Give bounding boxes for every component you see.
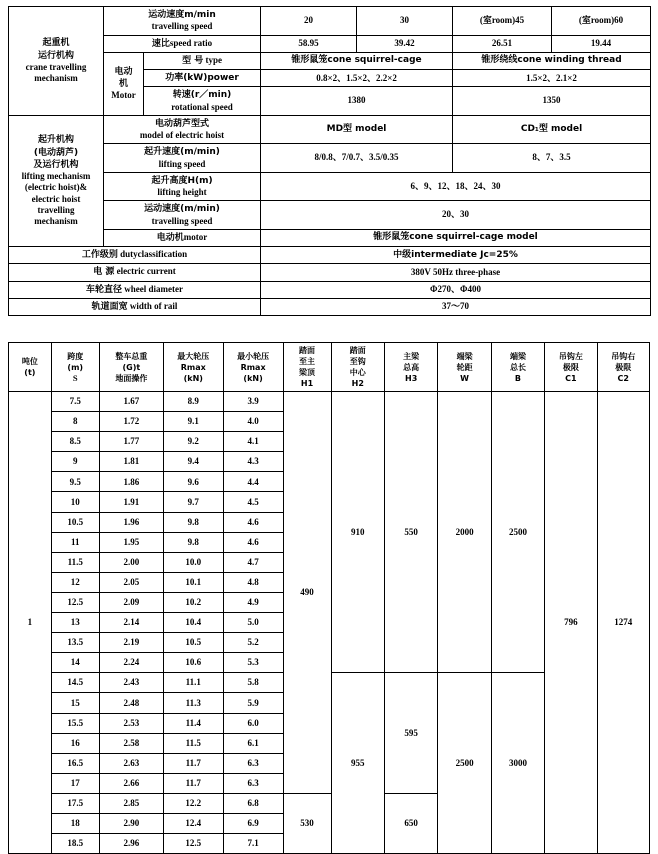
header-b: 端梁 总长 B bbox=[491, 343, 544, 392]
cell-span: 15.5 bbox=[51, 713, 99, 733]
cell-rmin: 6.9 bbox=[223, 813, 283, 833]
cell-total-weight: 1.72 bbox=[99, 412, 163, 432]
table-row bbox=[9, 281, 651, 298]
model-type-v1: 锥形鼠笼cone squirrel-cage bbox=[261, 52, 453, 69]
cell-span: 18 bbox=[51, 813, 99, 833]
cell-span: 14.5 bbox=[51, 673, 99, 693]
rotational-speed-label: 转速(r／min) rotational speed bbox=[144, 87, 261, 116]
cell-rmin: 7.1 bbox=[223, 834, 283, 854]
cell-rmin: 6.1 bbox=[223, 733, 283, 753]
travelling-speed-label: 运动速度m/min travelling speed bbox=[104, 7, 261, 36]
cell-span: 16.5 bbox=[51, 753, 99, 773]
cell-span: 13 bbox=[51, 613, 99, 633]
model-type-label: 型 号 type bbox=[144, 52, 261, 69]
dimensions-header-row bbox=[9, 343, 650, 392]
power-label: 功率(kW)power bbox=[144, 70, 261, 87]
cell-rmin: 5.9 bbox=[223, 693, 283, 713]
cell-w: 2500 bbox=[438, 673, 491, 854]
cell-rmin: 5.8 bbox=[223, 673, 283, 693]
cell-rmax: 12.4 bbox=[163, 813, 223, 833]
cell-h3: 595 bbox=[384, 673, 437, 794]
speed-ratio-label: 速比speed ratio bbox=[104, 35, 261, 52]
electric-current-value: 380V 50Hz three-phase bbox=[261, 264, 651, 281]
cell-total-weight: 1.96 bbox=[99, 512, 163, 532]
cell-rmin: 4.3 bbox=[223, 452, 283, 472]
cell-h2: 910 bbox=[331, 392, 384, 673]
cell-rmin: 4.0 bbox=[223, 412, 283, 432]
cell-rmin: 4.4 bbox=[223, 472, 283, 492]
cell-rmax: 8.9 bbox=[163, 392, 223, 412]
table-row bbox=[9, 229, 651, 246]
cell-span: 10 bbox=[51, 492, 99, 512]
cell-total-weight: 1.86 bbox=[99, 472, 163, 492]
rail-width-label: 轨道面宽 width of rail bbox=[9, 298, 261, 315]
table-row bbox=[9, 172, 651, 201]
header-total-weight: 整车总重 (G)t 地面操作 bbox=[99, 343, 163, 392]
cell-span: 8 bbox=[51, 412, 99, 432]
header-c2: 吊钩右 极限 C2 bbox=[597, 343, 649, 392]
cell-total-weight: 1.67 bbox=[99, 392, 163, 412]
cell-c2: 1274 bbox=[597, 392, 649, 854]
rail-width-value: 37～70 bbox=[261, 298, 651, 315]
table-row bbox=[9, 52, 651, 69]
cell-span: 17 bbox=[51, 773, 99, 793]
cell-rmax: 11.7 bbox=[163, 773, 223, 793]
cell-span: 15 bbox=[51, 693, 99, 713]
cell-span: 9.5 bbox=[51, 472, 99, 492]
table-row bbox=[9, 247, 651, 264]
cell-rmin: 6.3 bbox=[223, 773, 283, 793]
table-row bbox=[9, 35, 651, 52]
rotational-speed-v2: 1350 bbox=[453, 87, 651, 116]
lifting-speed-v1: 8/0.8、7/0.7、3.5/0.35 bbox=[261, 144, 453, 173]
power-v2: 1.5×2、2.1×2 bbox=[453, 70, 651, 87]
table-row bbox=[9, 115, 651, 144]
cell-span: 8.5 bbox=[51, 432, 99, 452]
cell-w: 2000 bbox=[438, 392, 491, 673]
header-rmax: 最大轮压 Rmax (kN) bbox=[163, 343, 223, 392]
cell-rmax: 9.2 bbox=[163, 432, 223, 452]
cell-total-weight: 1.81 bbox=[99, 452, 163, 472]
cell-rmin: 6.8 bbox=[223, 793, 283, 813]
cell-rmax: 10.0 bbox=[163, 552, 223, 572]
speed-ratio-v2: 39.42 bbox=[357, 35, 453, 52]
cell-tonnage: 1 bbox=[9, 392, 52, 854]
cell-span: 10.5 bbox=[51, 512, 99, 532]
hoist-model-label: 电动葫芦型式 model of electric hoist bbox=[104, 115, 261, 144]
cell-total-weight: 2.14 bbox=[99, 613, 163, 633]
cell-rmax: 9.7 bbox=[163, 492, 223, 512]
cell-total-weight: 2.09 bbox=[99, 592, 163, 612]
cell-span: 7.5 bbox=[51, 392, 99, 412]
cell-h2: 955 bbox=[331, 673, 384, 854]
cell-rmax: 11.3 bbox=[163, 693, 223, 713]
header-h2: 踏面 至钩 中心 H2 bbox=[331, 343, 384, 392]
cell-rmax: 9.8 bbox=[163, 512, 223, 532]
cell-h3: 650 bbox=[384, 793, 437, 853]
hoist-travel-speed-label: 运动速度(m/min) travelling speed bbox=[104, 201, 261, 230]
rotational-speed-v1: 1380 bbox=[261, 87, 453, 116]
cell-rmax: 10.5 bbox=[163, 633, 223, 653]
crane-travelling-label: 起重机 运行机构 crane travelling mechanism bbox=[9, 7, 104, 116]
cell-rmax: 11.5 bbox=[163, 733, 223, 753]
cell-rmin: 4.6 bbox=[223, 532, 283, 552]
table-row bbox=[9, 298, 651, 315]
duty-classification-value: 中级intermediate Jc=25% bbox=[261, 247, 651, 264]
duty-classification-label: 工作级别 dutyclassification bbox=[9, 247, 261, 264]
travelling-speed-v3: (室room)45 bbox=[453, 7, 552, 36]
cell-h1: 530 bbox=[283, 793, 331, 853]
cell-rmax: 9.1 bbox=[163, 412, 223, 432]
cell-rmax: 10.6 bbox=[163, 653, 223, 673]
cell-rmax: 11.7 bbox=[163, 753, 223, 773]
lifting-height-label: 起升高度H(m) lifting height bbox=[104, 172, 261, 201]
cell-rmin: 5.2 bbox=[223, 633, 283, 653]
header-c1: 吊钩左 极限 C1 bbox=[545, 343, 597, 392]
cell-span: 12 bbox=[51, 572, 99, 592]
specification-table bbox=[8, 6, 651, 316]
table-row bbox=[9, 392, 650, 412]
lifting-speed-v2: 8、7、3.5 bbox=[453, 144, 651, 173]
cell-total-weight: 2.05 bbox=[99, 572, 163, 592]
cell-total-weight: 2.24 bbox=[99, 653, 163, 673]
cell-h1: 490 bbox=[283, 392, 331, 794]
cell-span: 13.5 bbox=[51, 633, 99, 653]
cell-span: 17.5 bbox=[51, 793, 99, 813]
cell-rmax: 12.2 bbox=[163, 793, 223, 813]
cell-total-weight: 2.53 bbox=[99, 713, 163, 733]
cell-total-weight: 2.43 bbox=[99, 673, 163, 693]
cell-rmax: 10.4 bbox=[163, 613, 223, 633]
travelling-speed-v2: 30 bbox=[357, 7, 453, 36]
cell-total-weight: 2.66 bbox=[99, 773, 163, 793]
cell-total-weight: 2.58 bbox=[99, 733, 163, 753]
cell-total-weight: 2.96 bbox=[99, 834, 163, 854]
cell-total-weight: 2.85 bbox=[99, 793, 163, 813]
cell-total-weight: 1.77 bbox=[99, 432, 163, 452]
travelling-speed-v4: (室room)60 bbox=[552, 7, 651, 36]
table-row bbox=[9, 201, 651, 230]
header-tonnage: 吨位 (t) bbox=[9, 343, 52, 392]
cell-span: 11 bbox=[51, 532, 99, 552]
hoist-motor-value: 锥形鼠笼cone squirrel-cage model bbox=[261, 229, 651, 246]
model-type-v2: 锥形绕线cone winding thread bbox=[453, 52, 651, 69]
cell-rmin: 4.5 bbox=[223, 492, 283, 512]
hoist-model-v1: MD型 model bbox=[261, 115, 453, 144]
hoist-motor-label: 电动机motor bbox=[104, 229, 261, 246]
header-h1: 踏面 至主 梁顶 H1 bbox=[283, 343, 331, 392]
header-h3: 主梁 总高 H3 bbox=[384, 343, 437, 392]
cell-span: 18.5 bbox=[51, 834, 99, 854]
cell-rmin: 6.3 bbox=[223, 753, 283, 773]
cell-rmax: 9.4 bbox=[163, 452, 223, 472]
cell-total-weight: 2.63 bbox=[99, 753, 163, 773]
table-spacer bbox=[8, 316, 650, 342]
cell-total-weight: 1.95 bbox=[99, 532, 163, 552]
cell-rmin: 5.3 bbox=[223, 653, 283, 673]
cell-rmin: 3.9 bbox=[223, 392, 283, 412]
cell-rmin: 4.8 bbox=[223, 572, 283, 592]
cell-b: 2500 bbox=[491, 392, 544, 673]
wheel-diameter-value: Φ270、Φ400 bbox=[261, 281, 651, 298]
cell-span: 9 bbox=[51, 452, 99, 472]
cell-rmax: 10.2 bbox=[163, 592, 223, 612]
cell-total-weight: 2.19 bbox=[99, 633, 163, 653]
cell-rmax: 9.8 bbox=[163, 532, 223, 552]
cell-c1: 796 bbox=[545, 392, 597, 854]
wheel-diameter-label: 车轮直径 wheel diameter bbox=[9, 281, 261, 298]
cell-span: 12.5 bbox=[51, 592, 99, 612]
header-w: 端梁 轮距 W bbox=[438, 343, 491, 392]
cell-span: 16 bbox=[51, 733, 99, 753]
header-rmin: 最小轮压 Rmax (kN) bbox=[223, 343, 283, 392]
cell-rmin: 4.7 bbox=[223, 552, 283, 572]
travelling-speed-v1: 20 bbox=[261, 7, 357, 36]
hoist-travel-speed-value: 20、30 bbox=[261, 201, 651, 230]
cell-total-weight: 2.00 bbox=[99, 552, 163, 572]
speed-ratio-v3: 26.51 bbox=[453, 35, 552, 52]
cell-span: 11.5 bbox=[51, 552, 99, 572]
cell-rmax: 12.5 bbox=[163, 834, 223, 854]
cell-rmax: 11.4 bbox=[163, 713, 223, 733]
hoist-mechanism-label: 起升机构 (电动葫芦) 及运行机构 lifting mechanism (electric hoist)& electric hoist travelling mechanism bbox=[9, 115, 104, 246]
cell-span: 14 bbox=[51, 653, 99, 673]
speed-ratio-v4: 19.44 bbox=[552, 35, 651, 52]
cell-b: 3000 bbox=[491, 673, 544, 854]
cell-rmax: 10.1 bbox=[163, 572, 223, 592]
cell-rmin: 6.0 bbox=[223, 713, 283, 733]
hoist-model-v2: CD₁型 model bbox=[453, 115, 651, 144]
cell-rmin: 5.0 bbox=[223, 613, 283, 633]
electric-current-label: 电 源 electric current bbox=[9, 264, 261, 281]
power-v1: 0.8×2、1.5×2、2.2×2 bbox=[261, 70, 453, 87]
header-span: 跨度 (m) S bbox=[51, 343, 99, 392]
cell-rmax: 11.1 bbox=[163, 673, 223, 693]
dimensions-table bbox=[8, 342, 650, 854]
cell-total-weight: 2.48 bbox=[99, 693, 163, 713]
cell-h3: 550 bbox=[384, 392, 437, 673]
speed-ratio-v1: 58.95 bbox=[261, 35, 357, 52]
table-row bbox=[9, 144, 651, 173]
cell-rmax: 9.6 bbox=[163, 472, 223, 492]
cell-rmin: 4.9 bbox=[223, 592, 283, 612]
cell-total-weight: 2.90 bbox=[99, 813, 163, 833]
lifting-height-value: 6、9、12、18、24、30 bbox=[261, 172, 651, 201]
cell-rmin: 4.6 bbox=[223, 512, 283, 532]
cell-total-weight: 1.91 bbox=[99, 492, 163, 512]
motor-label: 电动 机 Motor bbox=[104, 52, 144, 115]
lifting-speed-label: 起升速度(m/min) lifting speed bbox=[104, 144, 261, 173]
table-row bbox=[9, 7, 651, 36]
table-row bbox=[9, 264, 651, 281]
cell-rmin: 4.1 bbox=[223, 432, 283, 452]
